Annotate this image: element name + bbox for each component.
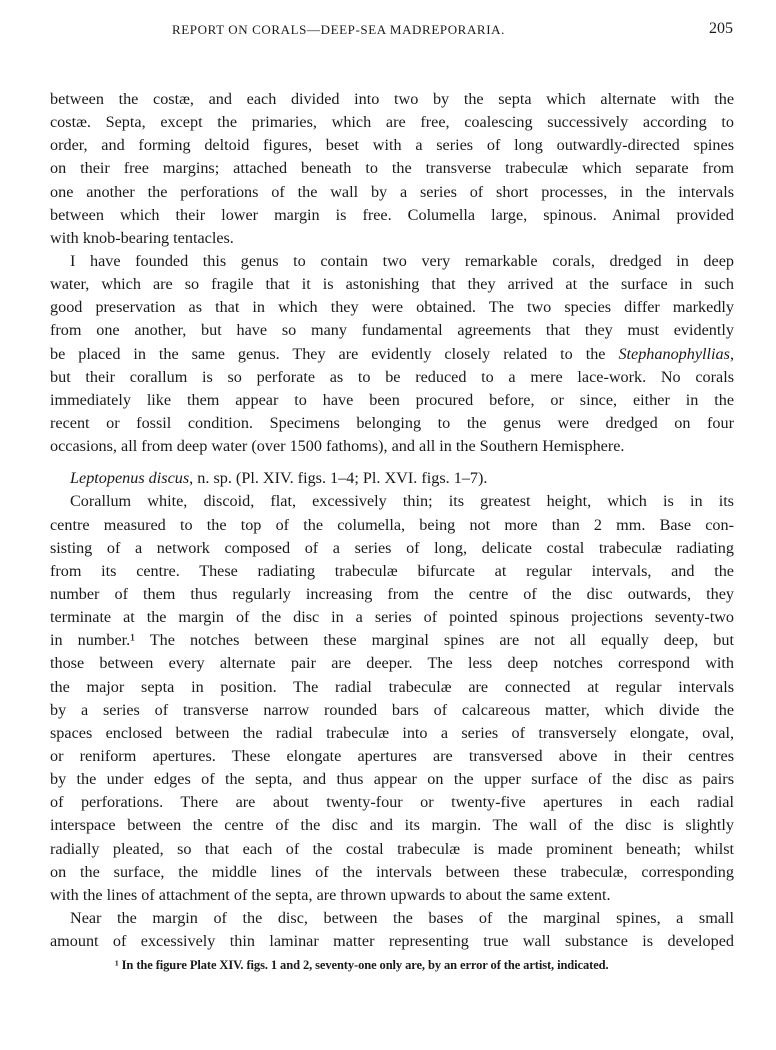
text-line [50, 768, 734, 791]
text-segment: between the costæ, and each divided into two by the septa which alternate with the [50, 90, 734, 108]
text-line [50, 250, 734, 273]
text-line [50, 273, 734, 296]
text-segment: between which their lower margin is free. Columella large, spinous. Animal provided [50, 205, 734, 224]
text-segment: Corallum white, discoid, flat, excessively thin; its greatest height, which is in its [70, 492, 734, 511]
text-line [50, 204, 734, 227]
running-title: REPORT ON CORALS—DEEP-SEA MADREPORARIA. [172, 22, 505, 37]
footnote: ¹ In the figure Plate XIV. figs. 1 and 2, seventy-one only are, by an error of the artist, indicated. [115, 958, 609, 972]
text-segment: costæ. Septa, except the primaries, which are free, coalescing successively according to [50, 113, 734, 132]
text-line [50, 838, 734, 861]
text-segment: radially pleated, so that each of the costal trabeculæ is made prominent beneath; whilst [50, 839, 734, 858]
text-segment: be placed in the same genus. They are evidently closely related to the [50, 344, 619, 363]
text-segment: occasions, all from deep water (over 1500 fathoms), and all in the Southern Hemisphere. [50, 437, 625, 456]
text-segment: spaces enclosed between the radial trabeculæ into a series of transversely elongate, oval, [50, 723, 734, 742]
text-segment: with knob-bearing tentacles. [50, 228, 234, 247]
text-segment: by a series of transverse narrow rounded bars of calcareous matter, which divide the [50, 700, 734, 719]
text-line [50, 791, 734, 814]
text-segment: number of them thus regularly increasing from the centre of the disc outwards, they [50, 584, 734, 603]
text-line [50, 745, 734, 768]
text-segment: those between every alternate pair are deeper. The less deep notches correspond with [50, 654, 734, 673]
page-number: 205 [709, 20, 733, 37]
text-line [50, 699, 734, 722]
text-line [50, 467, 734, 490]
text-segment: terminate at the margin of the disc in a series of pointed spinous projections seventy-two [50, 608, 734, 627]
text-line [50, 366, 734, 389]
text-segment: , [729, 344, 734, 363]
text-line [50, 884, 734, 907]
text-line [50, 88, 734, 111]
text-segment: good preservation as that in which they were obtained. The two species differ markedly [50, 298, 734, 317]
text-line [50, 930, 734, 953]
text-segment: by the under edges of the septa, and thus appear on the upper surface of the disc as pairs [50, 770, 734, 789]
text-segment: of perforations. There are about twenty-four or twenty-five apertures in each radial [50, 793, 734, 812]
text-segment: I have founded this genus to contain two very remarkable corals, dredged in deep [70, 251, 734, 270]
text-line [50, 560, 734, 583]
text-line [50, 181, 734, 204]
text-segment: with the lines of attachment of the septa, are thrown upwards to about the same extent. [50, 885, 611, 904]
text-line [50, 435, 734, 458]
running-header [50, 22, 733, 44]
text-line [50, 412, 734, 435]
text-line [50, 583, 734, 606]
text-segment: from one another, but have so many fundamental agreements that they must evidently [50, 321, 734, 340]
text-line [50, 652, 734, 675]
text-line [50, 907, 734, 930]
text-segment: the major septa in position. The radial trabeculæ are connected at regular intervals [50, 677, 734, 696]
text-line [50, 629, 734, 652]
text-segment: sisting of a network composed of a series of long, delicate costal trabeculæ radiating [50, 538, 734, 557]
text-segment: centre measured to the top of the columella, being not more than 2 mm. Base con- [50, 515, 734, 534]
text-segment: or reniform apertures. These elongate apertures are transversed above in their centres [50, 746, 734, 765]
text-line [50, 389, 734, 412]
text-line [50, 606, 734, 629]
text-segment: on the surface, the middle lines of the intervals between these trabeculæ, corresponding [50, 862, 734, 881]
text-segment: in number.¹ The notches between these marginal spines are not all equally deep, but [50, 631, 734, 650]
text-segment: order, and forming deltoid figures, beset with a series of long outwardly-directed spines [50, 136, 734, 155]
text-line [50, 514, 734, 537]
text-line [50, 676, 734, 699]
text-segment: , n. sp. (Pl. XIV. figs. 1–4; Pl. XVI. figs. 1–7). [189, 469, 488, 488]
italic-text: Stephanophyllias [618, 344, 730, 363]
text-segment: Near the margin of the disc, between the bases of the marginal spines, a small [70, 908, 734, 927]
text-line [50, 157, 734, 180]
text-line [50, 227, 734, 250]
text-line [50, 343, 734, 366]
text-line [50, 861, 734, 884]
text-segment: recent or fossil condition. Specimens belonging to the genus were dredged on four [50, 413, 734, 432]
text-segment: water, which are so fragile that it is astonishing that they arrived at the surface in such [50, 275, 734, 294]
text-line [50, 296, 734, 319]
italic-text: Leptopenus discus [70, 469, 190, 488]
text-segment: amount of excessively thin laminar matter representing true wall substance is developed [50, 932, 734, 951]
text-line [50, 722, 734, 745]
text-segment: one another the perforations of the wall by a series of short processes, in the intervals [50, 182, 734, 201]
text-line [50, 490, 734, 513]
text-segment: from its centre. These radiating trabeculæ bifurcate at regular intervals, and the [50, 561, 734, 580]
text-segment: on their free margins; attached beneath to the transverse trabeculæ which separate from [50, 159, 734, 178]
text-segment: immediately like them appear to have been procured before, or since, either in the [50, 390, 734, 409]
text-segment: interspace between the centre of the disc and its margin. The wall of the disc is slightly [50, 816, 734, 835]
text-line [50, 537, 734, 560]
text-line [50, 134, 734, 157]
body-text [50, 88, 734, 953]
text-line [50, 111, 734, 134]
text-line [50, 814, 734, 837]
text-line [50, 319, 734, 342]
text-segment: but their corallum is so perforate as to be reduced to a mere lace-work. No corals [50, 367, 734, 386]
